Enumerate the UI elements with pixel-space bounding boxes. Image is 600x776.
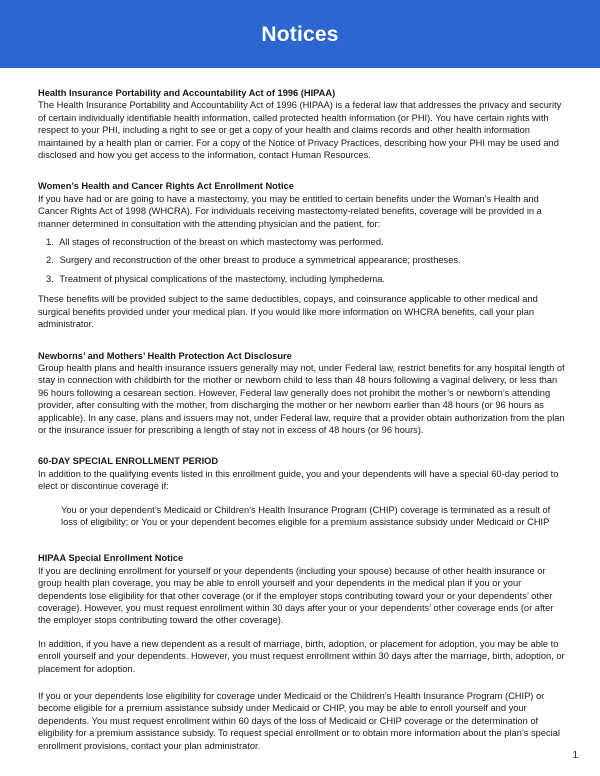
benefits-list <box>46 236 568 285</box>
page-title: Notices <box>261 22 339 46</box>
section-heading: Women’s Health and Cancer Rights Act Enrollment Notice <box>38 181 294 192</box>
section-paragraph: The Health Insurance Portability and Accountability Act of 1996 (HIPAA) is a federal law that addresses the privacy and security of certain individually identifiable health information, called protected health information (or PHI). You have certain rights with respect to your PHI, including a right to see or get a copy of your health and claims records and other health information maintained by a health plan or carrier. For a copy of the Notice of Privacy Practices, describing how your PHI may be used and disclosed and how you get access to the information, contact Human Resources. <box>38 100 562 161</box>
section-heading: Health Insurance Portability and Accountability Act of 1996 (HIPAA) <box>38 88 336 98</box>
list-item <box>46 254 568 266</box>
section-paragraph: If you have had or are going to have a mastectomy, you may be entitled to certain benefits under the Woman’s Health and Cancer Rights Act of 1998 (WHCRA). For individuals receiving mastectomy-related benefits, coverage will be provided in a manner determined in consultation with the attending physician and the patient, for: <box>38 193 542 229</box>
list-item-text: Surgery and reconstruction of the other breast to produce a symmetrical appearance; prostheses. <box>59 255 461 266</box>
hipaa-special-enrollment-section <box>38 552 568 752</box>
header-banner <box>0 0 600 68</box>
list-item <box>46 273 568 285</box>
list-item <box>46 236 568 248</box>
section-paragraph: In addition to the qualifying events listed in this enrollment guide, you and your dependents will have a special 60-day period to elect or discontinue coverage if: <box>38 468 559 492</box>
section-heading: HIPAA Special Enrollment Notice <box>38 553 184 564</box>
page-number: 1 <box>572 750 578 761</box>
newborns-section <box>38 350 568 437</box>
section-paragraph: Group health plans and health insurance issuers generally may not, under Federal law, restrict benefits for any hospital length of stay in connection with childbirth for the mother or newborn child to less than 48 hours following a vaginal delivery, or less than 96 hours following a cesarean section. However, Federal law generally does not prohibit the mother’s or newborn’s attending provider, after consulting with the mother, from discharging the mother or her newborn earlier than 48 hours (or 96 hours as applicable). In any case, plans and issuers may not, under Federal law, require that a provider obtain authorization from the plan or the insurance issuer for prescribing a length of stay not in excess of 48 hours (or 96 hours). <box>38 362 565 435</box>
list-number: 2. <box>46 255 54 266</box>
section-heading: Newborns’ and Mothers’ Health Protection Act Disclosure <box>38 350 292 361</box>
list-number: 1. <box>46 237 54 248</box>
section-paragraph: In addition, if you have a new dependent as a result of marriage, birth, adoption, or placement for adoption, you may be able to enroll yourself and your dependents. However, you must request enrollment within 30 days after the marriage, birth, adoption, or placement for adoption. <box>38 638 565 674</box>
section-heading: 60-DAY SPECIAL ENROLLMENT PERIOD <box>38 456 219 467</box>
whcra-section <box>38 180 568 330</box>
hipaa-section <box>38 87 568 161</box>
section-paragraph: If you or your dependents lose eligibility for coverage under Medicaid or the Children’s Health Insurance Program (CHIP) or become eligible for a premium assistance subsidy under Medicaid or CHIP, you may be able to enroll yourself and your dependents. You must request enrollment within 60 days of the loss of Medicaid or CHIP coverage or the determination of eligibility for a premium assistance subsidy. To request special enrollment or to obtain more information about the plan’s special enrollment provisions, contact your plan administrator. <box>38 691 560 751</box>
list-item-text: All stages of reconstruction of the breast on which mastectomy was performed. <box>59 237 384 248</box>
section-paragraph: These benefits will be provided subject to the same deductibles, copays, and coinsurance applicable to other medical and surgical benefits provided under your medical plan. If you would like more information on WHCRA benefits, call your plan administrator. <box>38 294 538 330</box>
indented-condition: You or your dependent’s Medicaid or Children’s Health Insurance Program (CHIP) coverage is terminated as a result of loss of eligibility; or You or your dependent becomes eligible for a premium assistance subsidy under Medicaid or CHIP <box>61 504 551 527</box>
section-paragraph: If you are declining enrollment for yourself or your dependents (including your spouse) because of other health insurance or group health plan coverage, you may be able to enroll yourself and your dependents in the medical plan if you or your dependents lose eligibility for that other coverage (or if the employer stops contributing toward your or your dependents’ other coverage). However, you must request enrollment within 30 days after your or your dependents’ other coverage ends (or after the employer stops contributing toward the other coverage). <box>38 565 554 626</box>
list-number: 3. <box>46 273 54 284</box>
list-item-text: Treatment of physical complications of the mastectomy, including lymphedema. <box>59 273 385 284</box>
notices-content <box>38 87 568 771</box>
special-enrollment-period-section <box>38 455 568 528</box>
